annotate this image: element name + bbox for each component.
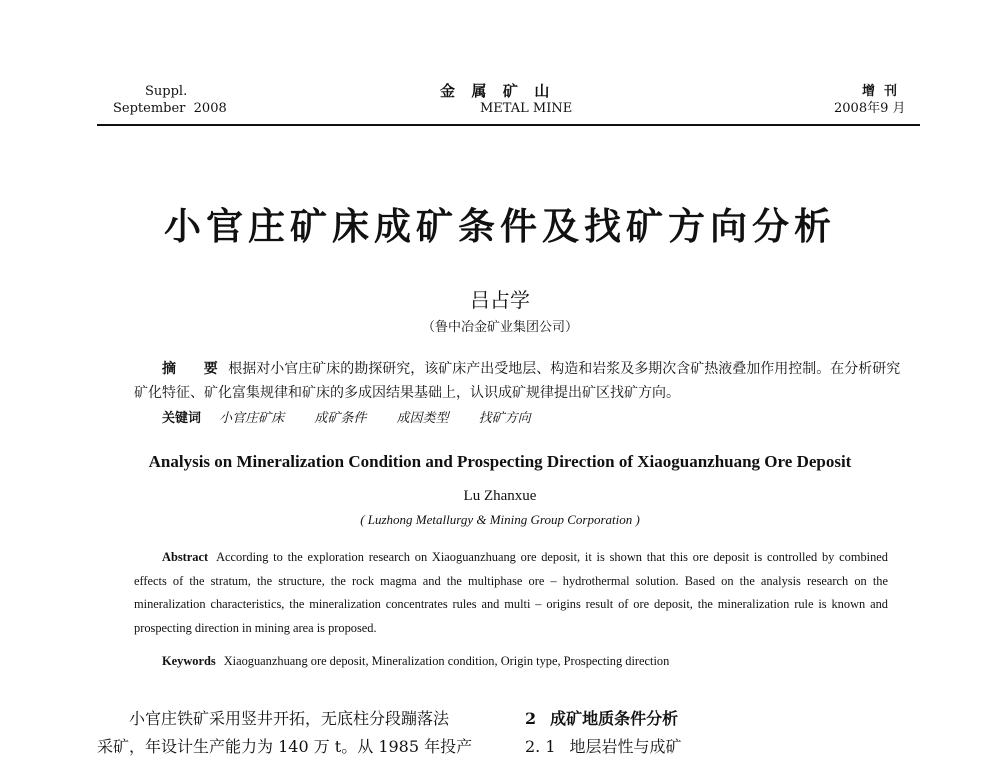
abstract-cn-label: 摘 要: [162, 361, 224, 377]
keyword-cn: 找矿方向: [478, 411, 531, 426]
header-suppl-cn: 增 刊: [862, 84, 898, 99]
abstract-en: [134, 546, 888, 640]
section-number: 2: [525, 709, 537, 728]
subsection-number: 2. 1: [525, 737, 556, 756]
author-en: Lu Zhanxue: [463, 488, 537, 504]
keyword-cn: 小官庄矿床: [219, 411, 285, 426]
header-journal-cn: 金 属 矿 山: [440, 82, 552, 100]
article-title-cn: 小官庄矿床成矿条件及找矿方向分析: [164, 204, 836, 248]
abstract-en-label: Abstract: [162, 550, 209, 564]
header-date-cn: 2008年9 月: [834, 101, 906, 116]
body-paragraph-line: 采矿，年设计生产能力为 140 万 t。从 1985 年投产: [97, 737, 473, 756]
header-rule: [97, 124, 920, 126]
abstract-cn: [134, 357, 904, 405]
keyword-cn: 成因类型: [396, 411, 449, 426]
header-date-en: September 2008: [113, 101, 227, 116]
section-heading: [525, 705, 920, 733]
abstract-cn-text: 根据对小官庄矿床的勘探研究，该矿床产出受地层、构造和岩浆及多期次含矿热液叠加作用控制。在分析研究矿化特征、矿化富集规律和矿床的多成因结果基础上，认识成矿规律提出矿区找矿方向。: [134, 361, 901, 401]
author-cn: 吕占学: [470, 288, 530, 312]
keywords-en: [162, 654, 669, 669]
subsection-title: 地层岩性与成矿: [569, 737, 682, 756]
keywords-en-text: Xiaoguanzhuang ore deposit, Mineralization condition, Origin type, Prospecting direction: [223, 654, 670, 668]
keywords-en-label: Keywords: [162, 654, 216, 668]
header-journal-en: METAL MINE: [480, 101, 573, 116]
subsection-heading: [525, 733, 920, 761]
body-column-right: [525, 705, 920, 761]
header-suppl: Suppl.: [145, 84, 188, 99]
article-title-en: Analysis on Mineralization Condition and Prospecting Direction of Xiaoguanzhuang Ore Deposit: [148, 452, 852, 471]
abstract-en-text: According to the exploration research on Xiaoguanzhuang ore deposit, it is shown that this ore deposit is controlled by combined effects of the stratum, the structure, the rock magma and the multiphase ore – hydrothermal solution. Based on the analysis research on the mineralization characteristics, the mineralization concentrates rules and multi – origins result of ore deposit, the mineralization rule is known and prospecting direction in mining area is proposed.: [134, 550, 888, 635]
keywords-cn: [162, 407, 557, 426]
affiliation-cn: （鲁中冶金矿业集团公司）: [421, 320, 578, 335]
affiliation-en: ( Luzhong Metallurgy & Mining Group Corporation ): [360, 512, 640, 527]
body-paragraph-line: 小官庄铁矿采用竖井开拓，无底柱分段蹦落法: [129, 709, 450, 728]
keywords-cn-label: 关键词: [162, 411, 202, 426]
keyword-cn: 成矿条件: [314, 411, 367, 426]
body-column-left: [97, 705, 507, 761]
section-title: 成矿地质条件分析: [550, 709, 679, 728]
